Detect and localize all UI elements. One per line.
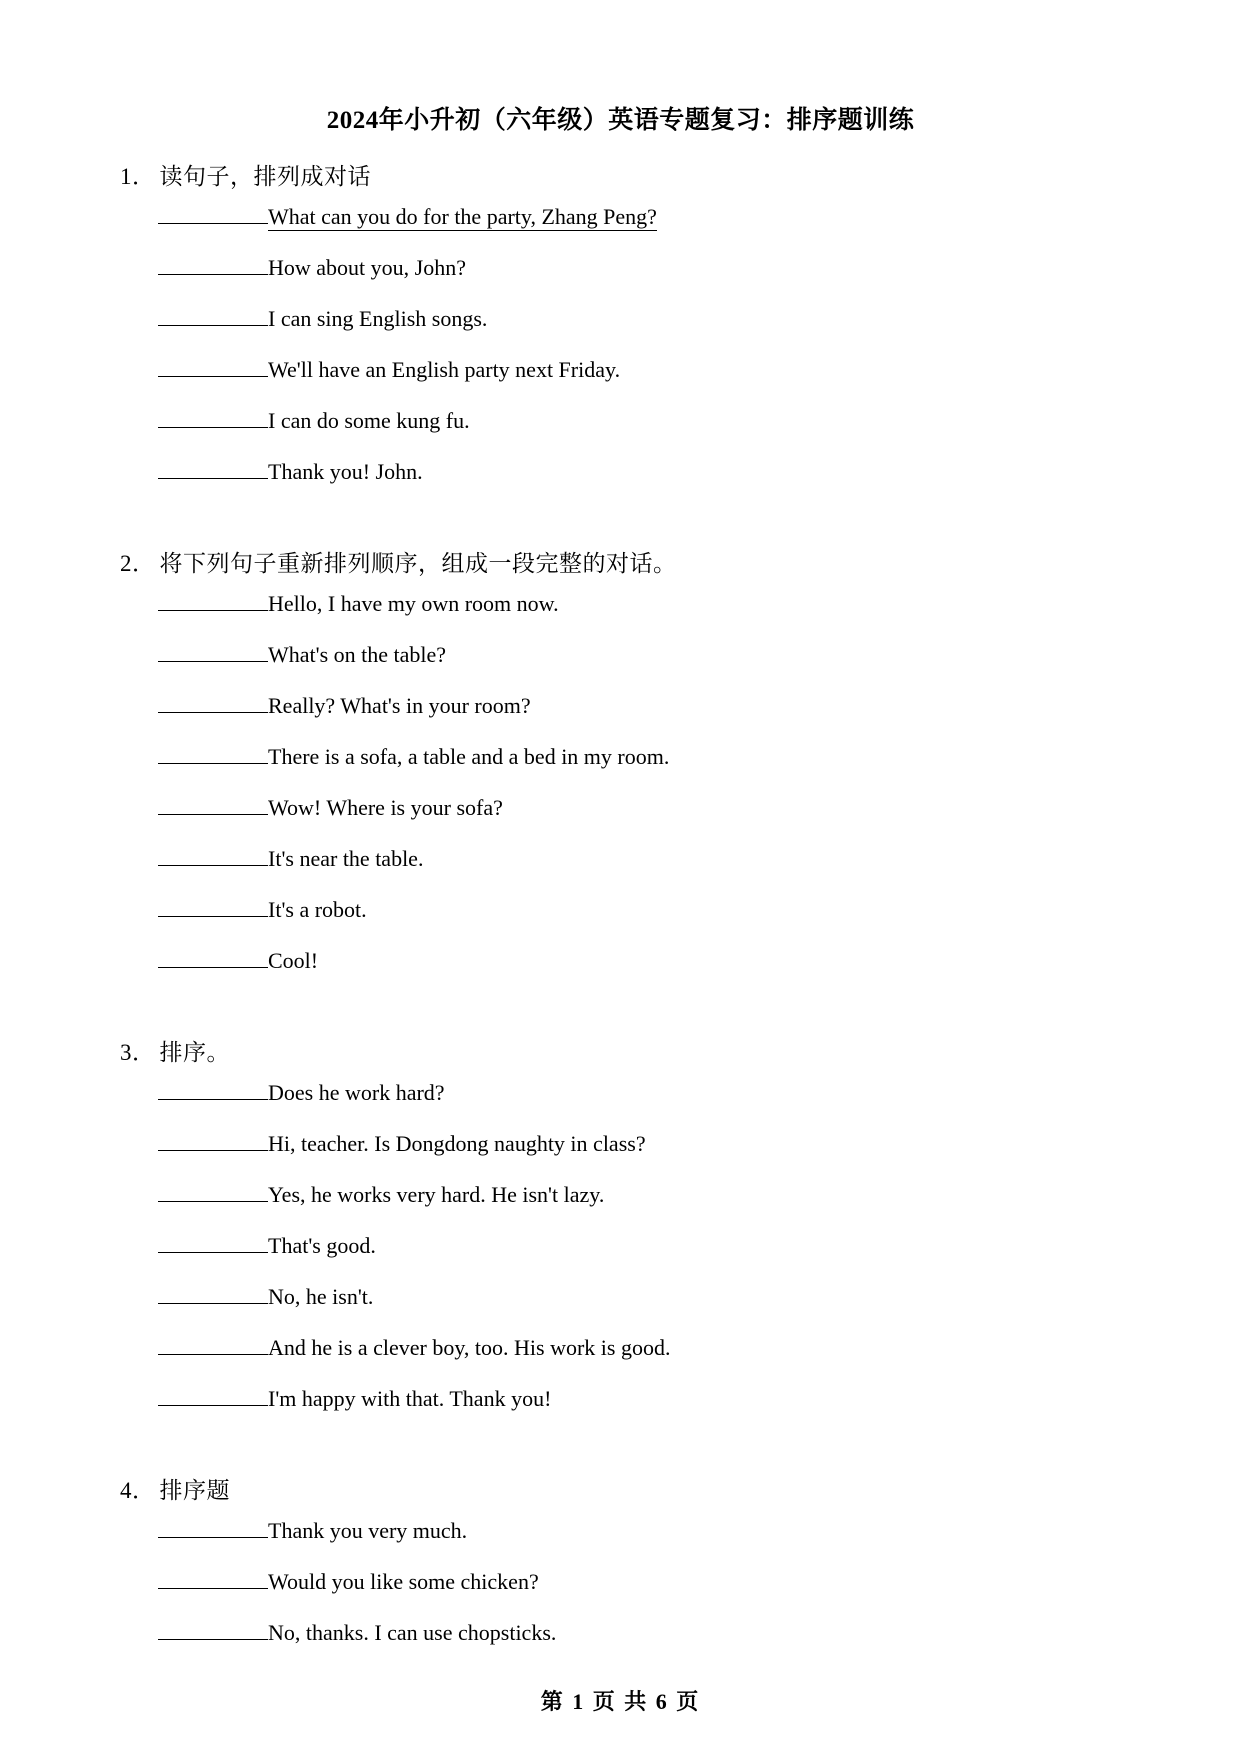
answer-blank[interactable]	[158, 894, 268, 917]
question-items-3	[120, 1077, 1121, 1410]
answer-blank[interactable]	[158, 1566, 268, 1589]
question-items-1	[120, 201, 1121, 483]
question-prompt-2: 将下列句子重新排列顺序，组成一段完整的对话。	[159, 551, 677, 576]
list-item	[158, 405, 1121, 432]
answer-blank[interactable]	[158, 690, 268, 713]
sentence-text: I can do some kung fu.	[268, 408, 470, 433]
answer-blank[interactable]	[158, 303, 268, 326]
sentence-text: And he is a clever boy, too. His work is good.	[268, 1335, 671, 1360]
list-item	[158, 1179, 1121, 1206]
answer-blank[interactable]	[158, 1179, 268, 1202]
question-number-2: 2．	[120, 551, 156, 576]
page-title: 2024年小升初（六年级）英语专题复习：排序题训练	[326, 107, 915, 134]
answer-blank[interactable]	[158, 405, 268, 428]
sentence-text: No, thanks. I can use chopsticks.	[268, 1620, 557, 1645]
answer-blank[interactable]	[158, 843, 268, 866]
sentence-text: I'm happy with that. Thank you!	[268, 1386, 552, 1411]
sentence-text: There is a sofa, a table and a bed in my room.	[268, 744, 670, 769]
answer-blank[interactable]	[158, 741, 268, 764]
page-footer: 第 1 页 共 6 页	[540, 1689, 701, 1714]
answer-blank[interactable]	[158, 252, 268, 275]
question-heading-1	[120, 158, 1121, 191]
list-item	[158, 945, 1121, 972]
list-item	[158, 1128, 1121, 1155]
answer-blank[interactable]	[158, 1383, 268, 1406]
answer-blank[interactable]	[158, 1617, 268, 1640]
sentence-text: How about you, John?	[268, 255, 466, 280]
sentence-text: What's on the table?	[268, 642, 447, 667]
list-item	[158, 792, 1121, 819]
list-item	[158, 201, 1121, 228]
question-prompt-3: 排序。	[159, 1040, 230, 1065]
question-items-4	[120, 1515, 1121, 1644]
list-item	[158, 1515, 1121, 1542]
list-item	[158, 1566, 1121, 1593]
sentence-text: Yes, he works very hard. He isn't lazy.	[268, 1182, 605, 1207]
question-prompt-4: 排序题	[159, 1478, 230, 1503]
sentence-text: Hi, teacher. Is Dongdong naughty in class?	[268, 1131, 646, 1156]
section-spacer	[120, 996, 1121, 1034]
list-item	[158, 1383, 1121, 1410]
question-number-1: 1．	[120, 164, 156, 189]
sentence-text: That's good.	[268, 1233, 376, 1258]
list-item	[158, 252, 1121, 279]
answer-blank[interactable]	[158, 1128, 268, 1151]
list-item	[158, 843, 1121, 870]
answer-blank[interactable]	[158, 1332, 268, 1355]
list-item	[158, 894, 1121, 921]
sentence-text: Really? What's in your room?	[268, 693, 531, 718]
answer-blank[interactable]	[158, 945, 268, 968]
answer-blank[interactable]	[158, 1515, 268, 1538]
list-item	[158, 690, 1121, 717]
answer-blank[interactable]	[158, 588, 268, 611]
question-block-2	[120, 545, 1121, 972]
question-heading-4	[120, 1472, 1121, 1505]
answer-blank[interactable]	[158, 1230, 268, 1253]
section-spacer	[120, 507, 1121, 545]
list-item	[158, 354, 1121, 381]
list-item	[158, 303, 1121, 330]
sentence-text: No, he isn't.	[268, 1284, 374, 1309]
list-item	[158, 1281, 1121, 1308]
question-block-4	[120, 1472, 1121, 1644]
list-item	[158, 741, 1121, 768]
list-item	[158, 639, 1121, 666]
list-item	[158, 588, 1121, 615]
question-items-2	[120, 588, 1121, 972]
sentence-text: Thank you! John.	[268, 459, 423, 484]
sentence-text: It's a robot.	[268, 897, 367, 922]
answer-blank[interactable]	[158, 1077, 268, 1100]
list-item	[158, 1230, 1121, 1257]
list-item	[158, 456, 1121, 483]
question-number-3: 3．	[120, 1040, 156, 1065]
list-item	[158, 1617, 1121, 1644]
question-block-3	[120, 1034, 1121, 1410]
sentence-text: We'll have an English party next Friday.	[268, 357, 621, 382]
answer-blank[interactable]	[158, 456, 268, 479]
question-block-1	[120, 158, 1121, 483]
sentence-text: I can sing English songs.	[268, 306, 488, 331]
question-prompt-1: 读句子，排列成对话	[159, 164, 371, 189]
list-item	[158, 1077, 1121, 1104]
sentence-text: Hello, I have my own room now.	[268, 591, 559, 616]
list-item	[158, 1332, 1121, 1359]
sentence-text: Thank you very much.	[268, 1518, 468, 1543]
answer-blank[interactable]	[158, 639, 268, 662]
sentence-text: What can you do for the party, Zhang Peng?	[268, 204, 657, 229]
question-heading-2	[120, 545, 1121, 578]
sentence-text: Does he work hard?	[268, 1080, 445, 1105]
answer-blank[interactable]	[158, 1281, 268, 1304]
section-spacer	[120, 1434, 1121, 1472]
answer-blank[interactable]	[158, 201, 268, 224]
sentence-text: Would you like some chicken?	[268, 1569, 539, 1594]
answer-blank[interactable]	[158, 354, 268, 377]
question-number-4: 4．	[120, 1478, 156, 1503]
answer-blank[interactable]	[158, 792, 268, 815]
question-heading-3	[120, 1034, 1121, 1067]
sentence-text: Cool!	[268, 948, 319, 973]
sentence-text: It's near the table.	[268, 846, 424, 871]
sentence-text: Wow! Where is your sofa?	[268, 795, 503, 820]
